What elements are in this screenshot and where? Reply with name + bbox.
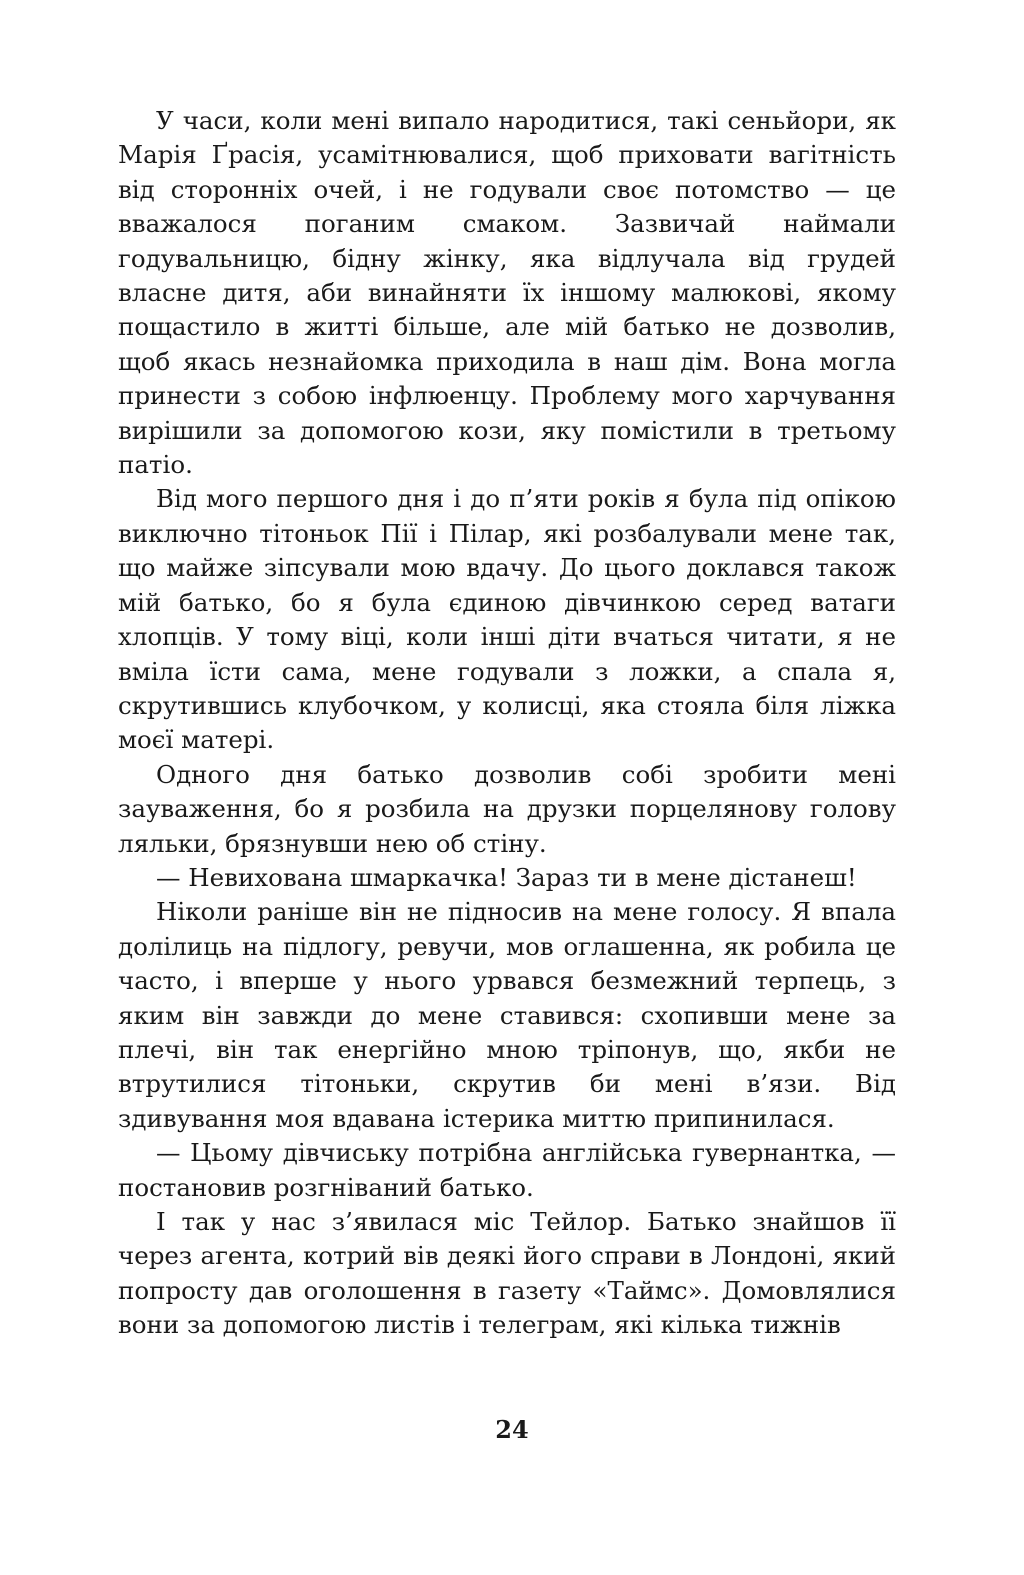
dialogue-line-2: — Цьому дівчиську потрібна англійська гувернантка, — постановив розгніваний батько. (118, 1138, 896, 1202)
paragraph-4: Ніколи раніше він не підносив на мене голосу. Я впала долілиць на підлогу, ревучи, мов оглашенна, як робила це часто, і вперше у нього урвався безмежний терпець, з яким він завжди до мене ставився: схопивши мене за плечі, він так енергійно мною тріпонув, що, якби не втрутилися тітоньки, скрутив би мені в’язи. Від здивування моя вдавана істерика миттю припинилася. (118, 897, 896, 1133)
paragraph-2: Від мого першого дня і до п’яти років я була під опікою виключно тітоньок Пії і Пілар, які розбалували мене так, що майже зіпсували мою вдачу. До цього доклався також мій батько, бо я була єдиною дівчинкою серед ватаги хлопців. У тому віці, коли інші діти вчаться читати, я не вміла їсти сама, мене годували з ложки, а спала я, скрутившись клубочком, у колисці, яка стояла біля ліжка моєї матері. (118, 484, 896, 755)
paragraph-5: І так у нас з’явилася міс Тейлор. Батько знайшов її через агента, котрий вів деякі його справи в Лондоні, який попросту дав оголошення в газету «Таймс». Домовлялися вони за допомогою листів і телеграм, які кілька тижнів (118, 1207, 896, 1340)
page-number: 24 (495, 1415, 529, 1444)
paragraph-3: Одного дня батько дозволив собі зробити мені зауваження, бо я розбила на друзки порцелянову голову ляльки, брязнувши нею об стіну. (118, 759, 896, 858)
page-body (118, 104, 896, 1343)
paragraph-1: У часи, коли мені випало народитися, такі сеньйори, як Марія Ґрасія, усамітнювалися, щоб приховати вагітність від сторонніх очей, і не годували своє потомство — це вважалося поганим смаком. Зазвичай наймали годувальницю, бідну жінку, яка відлучала від грудей власне дитя, аби винайняти їх іншому малюкові, якому пощастило в житті більше, але мій батько не дозволив, щоб якась незнайомка приходила в наш дім. Вона могла принести з собою інфлюенцу. Проблему мого харчування вирішили за допомогою кози, яку помістили в третьому патіо. (118, 106, 896, 480)
dialogue-line-1: — Невихована шмаркачка! Зараз ти в мене дістанеш! (156, 862, 857, 892)
